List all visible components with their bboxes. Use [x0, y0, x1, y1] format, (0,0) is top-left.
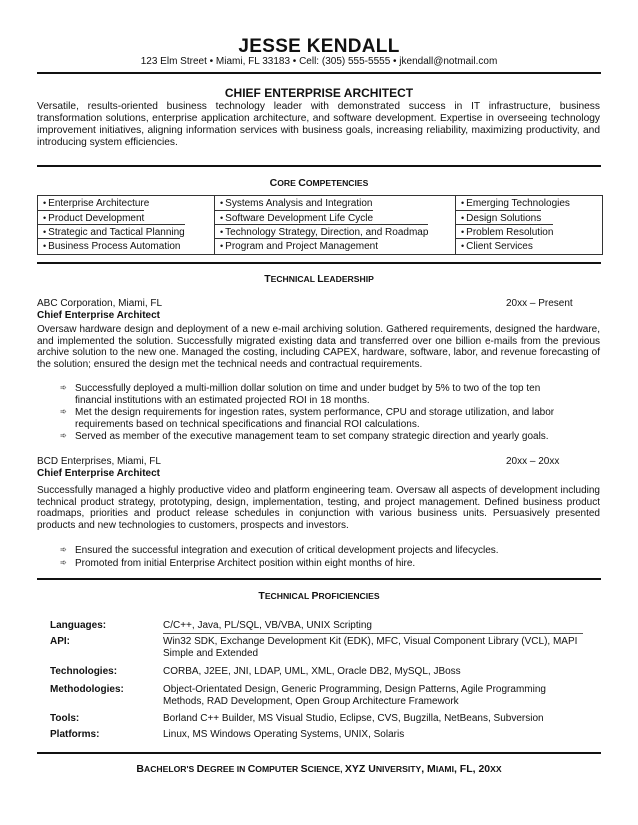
job-2-dates: 20xx – 20xx [506, 456, 560, 467]
section-rule [37, 578, 601, 580]
competency-item: • Business Process Automation [38, 238, 180, 253]
competency-item: • Product Development [38, 210, 144, 225]
section-rule [37, 262, 601, 264]
proficiency-value-technologies: CORBA, J2EE, JNI, LDAP, UML, XML, Oracle DB2, MySQL, JBoss [163, 666, 461, 677]
competency-item: • Program and Project Management [215, 238, 378, 253]
proficiency-label-technologies: Technologies: [50, 666, 118, 677]
arrow-bullet-icon: ➾ [60, 545, 67, 554]
competencies-column-1 [38, 196, 211, 254]
job-1-company: ABC Corporation, Miami, FL [37, 298, 163, 309]
job-2-title: Chief Enterprise Architect [37, 468, 160, 479]
job-1-achievement: Served as member of the executive management team to set company strategic direction and yearly goals. [75, 431, 549, 442]
job-1-achievement: Met the design requirements for ingestion rates, system performance, CPU and storage utilization, and labor requirements based on technical specifications and financial ROI calculations. [75, 407, 555, 430]
core-competencies-heading: CORE COMPETENCIES [269, 177, 369, 189]
technical-proficiencies-heading: TECHNICAL PROFICIENCIES [258, 590, 380, 602]
competency-item: • Systems Analysis and Integration [220, 198, 373, 209]
job-1-dates: 20xx – Present [506, 298, 573, 309]
competency-item: • Software Development Life Cycle [215, 210, 373, 225]
education-line: BACHELOR'S DEGREE IN COMPUTER SCIENCE, XYZ UNIVERSITY, MIAMI, FL, 20XX [136, 763, 502, 775]
competencies-table [37, 195, 603, 255]
proficiency-label-methodologies: Methodologies: [50, 684, 124, 695]
job-2-achievement: Promoted from initial Enterprise Architect position within eight months of hire. [75, 558, 416, 569]
proficiency-label-platforms: Platforms: [50, 729, 100, 740]
competency-item: • Problem Resolution [456, 224, 553, 239]
proficiency-label-api: API: [50, 636, 70, 647]
competency-item: • Technology Strategy, Direction, and Roadmap [215, 224, 428, 239]
proficiency-divider [163, 633, 583, 634]
profile-title: CHIEF ENTERPRISE ARCHITECT [224, 86, 414, 100]
competency-item: • Strategic and Tactical Planning [38, 224, 185, 239]
job-1-summary: Oversaw hardware design and deployment of a new e-mail archiving solution. Gathered requirements, designed the hardware, and implemented the solution. Successfully migrated existing data and transferred over one billion e-mails from the previous archive solution to the new one. Managed the costing, including CAPEX, hardware, software, labor, and revenue forecasting of the solution; ensured the design met the technical needs and contractual requirements. [37, 324, 600, 370]
competency-item: • Emerging Technologies [461, 198, 570, 209]
section-rule [37, 752, 601, 754]
profile-summary: Versatile, results-oriented business technology leader with demonstrated success in IT infrastructure, business transformation solutions, enterprise application architecture, and software development. Expertise in overseeing technology improvement initiatives, aligning information services with business goals, increasing reliability, maximizing productivity, and introducing system efficiencies. [37, 101, 600, 148]
technical-leadership-heading: TECHNICAL LEADERSHIP [264, 273, 374, 285]
job-2-company: BCD Enterprises, Miami, FL [37, 456, 161, 467]
job-2-summary: Successfully managed a highly productive video and platform engineering team. Oversaw all aspects of development including technical product strategy, prototyping, design, implementation, testing, and project management. Defined business product roadmaps, priorities and product release schedules in conjunction with various business units. Persuasively presented products and new technologies to customers, prospects and investors. [37, 485, 600, 531]
section-rule [37, 165, 601, 167]
arrow-bullet-icon: ➾ [60, 383, 67, 392]
candidate-name: JESSE KENDALL [238, 36, 400, 57]
arrow-bullet-icon: ➾ [60, 558, 67, 567]
proficiency-value-tools: Borland C++ Builder, MS Visual Studio, Eclipse, CVS, Bugzilla, NetBeans, Subversion [163, 713, 544, 724]
proficiency-label-languages: Languages: [50, 620, 107, 631]
job-1-achievement: Successfully deployed a multi-million dollar solution on time and under budget by 5% to two of the top ten financial institutions with an estimated projected ROI in 18 months. [75, 383, 541, 406]
competencies-column-2 [214, 196, 455, 254]
arrow-bullet-icon: ➾ [60, 431, 67, 440]
competencies-column-3 [455, 196, 602, 254]
proficiency-value-languages: C/C++, Java, PL/SQL, VB/VBA, UNIX Scripting [163, 620, 372, 631]
competency-item: • Enterprise Architecture [43, 198, 150, 209]
competency-item: • Client Services [456, 238, 533, 253]
proficiency-label-tools: Tools: [50, 713, 80, 724]
header-rule [37, 72, 601, 74]
job-1-title: Chief Enterprise Architect [37, 310, 160, 321]
arrow-bullet-icon: ➾ [60, 407, 67, 416]
proficiency-value-platforms: Linux, MS Windows Operating Systems, UNIX, Solaris [163, 729, 405, 740]
competency-item: • Design Solutions [456, 210, 541, 225]
job-2-achievement: Ensured the successful integration and execution of critical development projects and lifecycles. [75, 545, 499, 556]
contact-line: 123 Elm Street • Miami, FL 33183 • Cell: (305) 555-5555 • jkendall@notmail.com [140, 56, 498, 67]
proficiency-value-api: Win32 SDK, Exchange Development Kit (EDK), MFC, Visual Component Library (VCL), MAPI Simple and Extended [163, 636, 578, 659]
proficiency-value-methodologies: Object-Orientated Design, Generic Programming, Design Patterns, Agile Programming Methods, RAD Development, Open Group Architecture Framework [163, 684, 546, 707]
